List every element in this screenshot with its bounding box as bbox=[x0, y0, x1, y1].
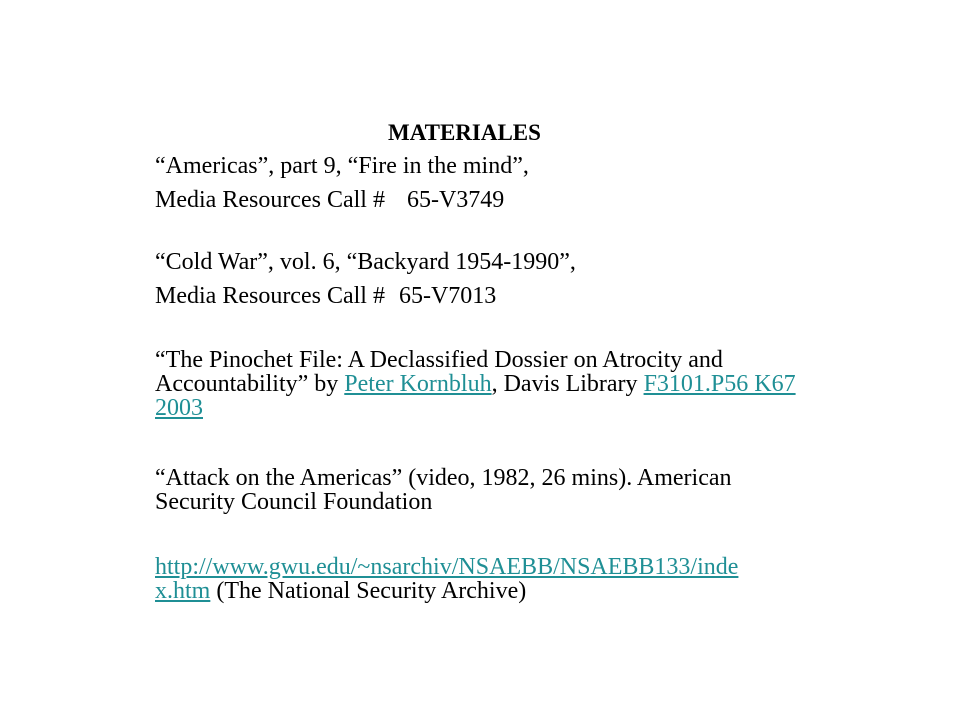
callno-code: 65-V7013 bbox=[398, 283, 497, 309]
callno-label: Media Resources Call # bbox=[155, 283, 385, 309]
entry-pinochet-text: “The Pinochet File: A Declassified Dossier on Atrocity and Accountability” by bbox=[155, 347, 723, 397]
callno-link[interactable]: F3101.P56 K67 2003 bbox=[155, 371, 796, 421]
entry-coldwar-title: “Cold War”, vol. 6, “Backyard 1954-1990”, bbox=[155, 249, 576, 275]
nsa-url-part1: http://www.gwu.edu/~nsarchiv/NSAEBB/NSAEBB133/inde bbox=[155, 554, 739, 580]
entry-pinochet-library: , Davis Library bbox=[491, 371, 644, 397]
slide-title: MATERIALES bbox=[388, 120, 541, 145]
entry-americas-callno bbox=[155, 186, 504, 214]
entry-coldwar-callno bbox=[155, 282, 496, 310]
callno-label: Media Resources Call # bbox=[155, 187, 385, 213]
entry-nsa-archive bbox=[155, 555, 815, 603]
entry-attack-americas: “Attack on the Americas” (video, 1982, 26 mins). American Security Council Foundation bbox=[155, 465, 732, 515]
nsa-url-part2: x.htm bbox=[155, 578, 211, 604]
entry-pinochet-file bbox=[155, 348, 805, 420]
author-link[interactable]: Peter Kornbluh bbox=[344, 371, 492, 397]
entry-americas-title: “Americas”, part 9, “Fire in the mind”, bbox=[155, 153, 529, 179]
callno-code: 65-V3749 bbox=[406, 187, 505, 213]
nsa-archive-label: (The National Security Archive) bbox=[210, 578, 527, 604]
